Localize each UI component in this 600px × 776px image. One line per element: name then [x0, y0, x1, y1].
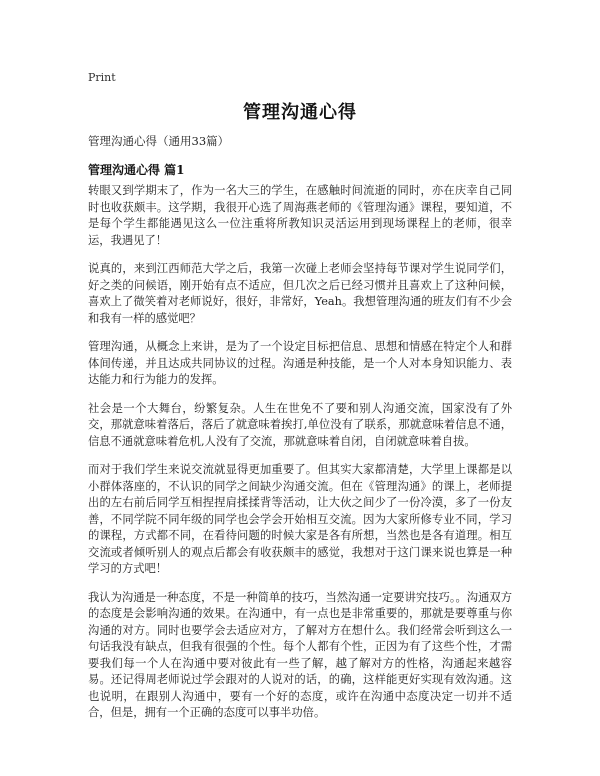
paragraph-4: 社会是一个大舞台，纷繁复杂。人生在世免不了要和别人沟通交流，国家没有了外交，那就意味着落后，落后了就意味着挨打,单位没有了联系，那就意味着信息不通，信息不通就意味着危机,人没有了交流，那就意味着自闭，自闭就意味着自拔。 — [88, 401, 512, 448]
page-title: 管理沟通心得 — [243, 102, 357, 123]
paragraph-3: 管理沟通，从概念上来讲，是为了一个设定目标把信息、思想和情感在特定个人和群体间传递，并且达成共同协议的过程。沟通是种技能，是一个人对本身知识能力、表达能力和行为能力的发挥。 — [88, 340, 512, 386]
paragraph-6: 我认为沟通是一种态度，不是一种简单的技巧，当然沟通一定要讲究技巧。。沟通双方的态度是会影响沟通的效果。在沟通中，有一点也是非常重要的，那就是要尊重与你沟通的对方。同时也要学会去适应对方，了解对方在想什么。我们经常会听到这么一句话我没有缺点，但我有很强的个性。每个人都有个性，正因为有了这些个性，才需要我们每一个人在沟通中要对彼此有一些了解，越了解对方的性格，沟通起来越容易。还记得周老师说过学会跟对的人说对的话，的确，这样能更好实现有效沟通。这也说明，在跟别人沟通中，要有一个好的态度，或许在沟通中态度决定一切并不适合，但是，拥有一个正确的态度可以事半功倍。 — [88, 590, 512, 719]
paragraph-5: 而对于我们学生来说交流就显得更加重要了。但其实大家都清楚，大学里上课都是以小群体落座的，不认识的同学之间缺少沟通交流。但在《管理沟通》的课上，老师提出的左右前后同学互相捏捏肩揉揉背等活动，让大伙之间少了一份冷漠，多了一份友善，不同学院不同年级的同学也会学会开始相互交流。因为大家所修专业不同，学习的课程，方式都不同，在看待问题的时候大家是各有所想，当然也是各有道理。相互交流或者倾听别人的观点后都会有收获颇丰的感觉，我想对于这门课来说也算是一种学习的方式吧！ — [88, 463, 512, 575]
document-body — [88, 183, 512, 734]
document-subtitle: 管理沟通心得（通用33篇） — [88, 134, 230, 148]
paragraph-1: 转眼又到学期末了，作为一名大三的学生，在感触时间流逝的同时，亦在庆幸自己同时也收获颇丰。这学期，我很开心选了周海燕老师的《管理沟通》课程，要知道，不是每个学生都能遇见这么一位注重将所教知识灵活运用到现场课程上的老师，很幸运，我遇见了！ — [88, 184, 512, 247]
section-heading: 管理沟通心得 篇1 — [88, 163, 185, 177]
paragraph-2: 说真的，来到江西师范大学之后，我第一次碰上老师会坚持每节课对学生说同学们，好之类的问候语，刚开始有点不适应，但几次之后已经习惯并且喜欢上了这种问候，喜欢上了微笑着对老师说好，很好，非常好，Yeah。我想管理沟通的班友们有不少会和我有一样的感觉吧？ — [88, 262, 512, 325]
print-label: Print — [88, 71, 116, 84]
